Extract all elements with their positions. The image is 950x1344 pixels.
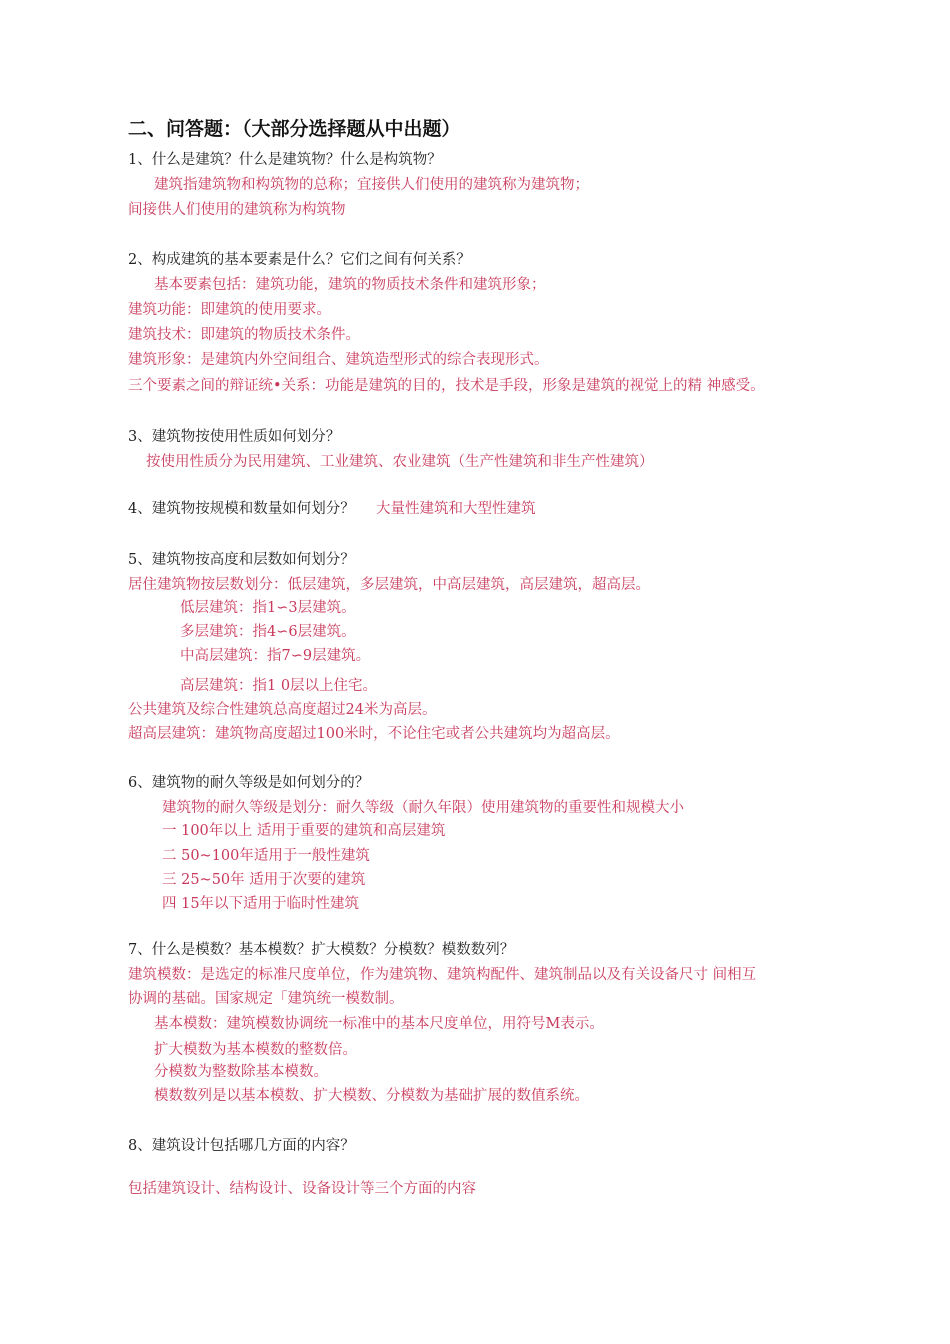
question-3: 3、建筑物按使用性质如何划分？ [128,429,341,445]
answer-6-line-1: 建筑物的耐久等级是划分：耐久等级（耐久年限）使用建筑物的重要性和规模大小 [162,800,684,816]
answer-4: 大量性建筑和大型性建筑 [376,501,536,517]
answer-5-line-6: 公共建筑及综合性建筑总高度超过24米为高层。 [128,702,437,718]
question-7: 7、什么是模数？基本模数？扩大模数？分模数？模数数列？ [128,942,515,958]
answer-8: 包括建筑设计、结构设计、设备设计等三个方面的内容 [128,1181,476,1197]
answer-7-line-3: 基本模数：建筑模数协调统一标准中的基本尺度单位，用符号M表示。 [154,1016,604,1032]
answer-2-line-5: 三个要素之间的辩证统•关系：功能是建筑的目的，技术是手段，形象是建筑的视觉上的精 神感受。 [128,378,765,394]
answer-6-line-4: 三 25~50年 适用于次要的建筑 [162,872,366,888]
answer-5-line-4: 中高层建筑：指7∽9层建筑。 [180,648,371,664]
answer-2-line-1: 基本要素包括：建筑功能，建筑的物质技术条件和建筑形象； [154,277,546,293]
answer-2-line-4: 建筑形象：是建筑内外空间组合、建筑造型形式的综合表现形式。 [128,352,549,368]
answer-7-line-5: 分模数为整数除基本模数。 [154,1064,328,1080]
answer-5-line-2: 低层建筑：指1∽3层建筑。 [180,600,356,616]
question-2: 2、构成建筑的基本要素是什么？它们之间有何关系？ [128,252,471,268]
answer-5-line-1: 居住建筑物按层数划分：低层建筑，多层建筑，中高层建筑，高层建筑，超高层。 [128,577,650,593]
answer-1-line-1: 建筑指建筑物和构筑物的总称；宜接供人们使用的建筑称为建筑物； [154,177,589,193]
answer-5-line-5: 高层建筑：指1 0层以上住宅。 [180,678,378,694]
answer-1-line-2: 间接供人们使用的建筑称为构筑物 [128,202,346,218]
question-4: 4、建筑物按规模和数量如何划分？ [128,501,355,517]
answer-2-line-2: 建筑功能：即建筑的使用要求。 [128,302,331,318]
answer-5-line-7: 超高层建筑：建筑物高度超过100米时，不论住宅或者公共建筑均为超高层。 [128,726,620,742]
answer-2-line-3: 建筑技术：即建筑的物质技术条件。 [128,327,360,343]
answer-7-line-6: 模数数列是以基本模数、扩大模数、分模数为基础扩展的数值系统。 [154,1088,589,1104]
question-8: 8、建筑设计包括哪几方面的内容？ [128,1138,355,1154]
answer-6-line-2: 一 100年以上 适用于重要的建筑和高层建筑 [162,823,446,839]
question-6: 6、建筑物的耐久等级是如何划分的？ [128,775,370,791]
question-5: 5、建筑物按高度和层数如何划分？ [128,552,355,568]
section-heading: 二、问答题：（大部分选择题从中出题） [128,118,461,140]
answer-6-line-5: 四 15年以下适用于临时性建筑 [162,896,360,912]
answer-3: 按使用性质分为民用建筑、工业建筑、农业建筑（生产性建筑和非生产性建筑） [146,454,654,470]
question-1: 1、什么是建筑？什么是建筑物？什么是构筑物？ [128,152,442,168]
answer-5-line-3: 多层建筑：指4∽6层建筑。 [180,624,356,640]
answer-7-line-4: 扩大模数为基本模数的整数倍。 [154,1042,357,1058]
answer-6-line-3: 二 50~100年适用于一般性建筑 [162,848,370,864]
answer-7-line-2: 协调的基础。国家规定「建筑统一模数制。 [128,991,404,1007]
answer-7-line-1: 建筑模数：是选定的标准尺度单位，作为建筑物、建筑构配件、建筑制品以及有关设备尺寸 间相互 [128,967,757,983]
